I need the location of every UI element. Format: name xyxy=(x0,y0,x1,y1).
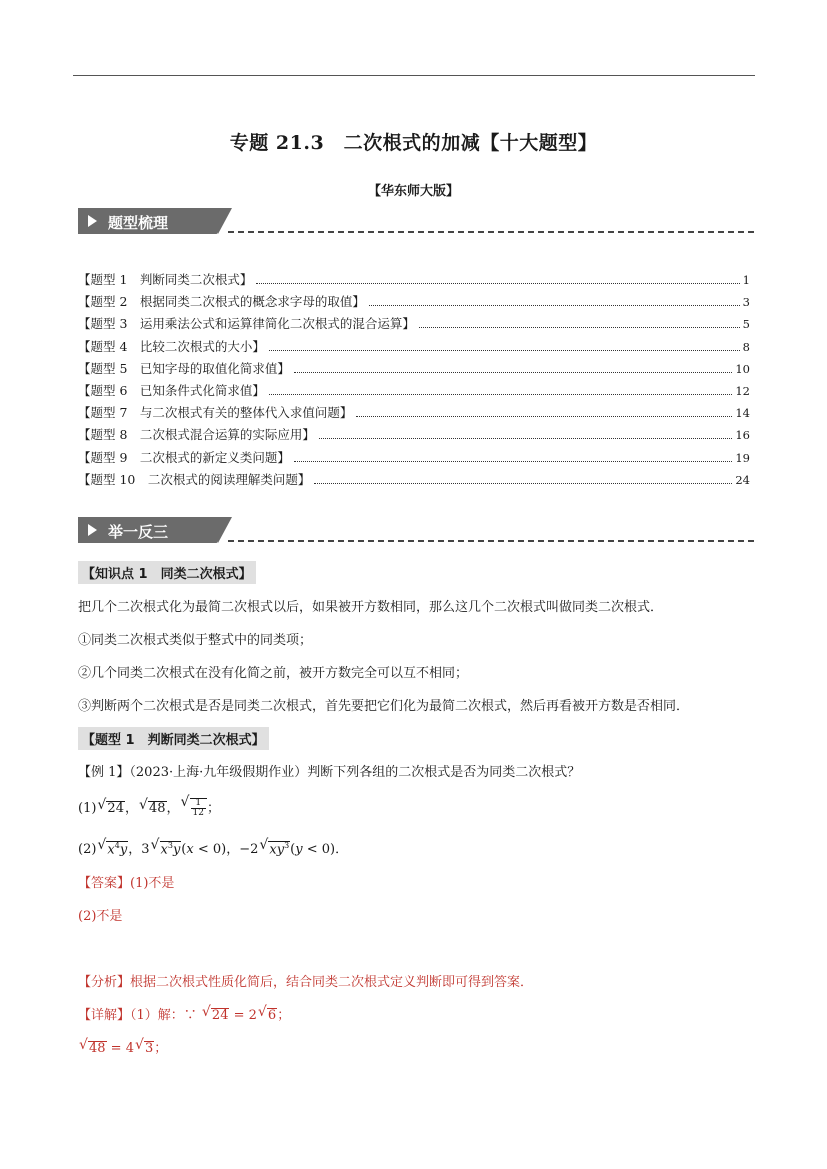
toc-page-number: 1 xyxy=(742,273,750,287)
toc-leader-dots xyxy=(294,372,732,373)
toc-row[interactable] xyxy=(78,314,750,336)
play-arrow-icon xyxy=(88,524,97,536)
toc-row[interactable] xyxy=(78,337,750,359)
point-2: ②几个同类二次根式在没有化简之前，被开方数完全可以互不相同； xyxy=(78,666,469,681)
point-1: ①同类二次根式类似于整式中的同类项； xyxy=(78,633,313,648)
toc-row[interactable] xyxy=(78,448,750,470)
toc-page-number: 12 xyxy=(735,383,750,398)
toc-page-number: 8 xyxy=(742,339,750,354)
toc-page-number: 19 xyxy=(735,450,750,465)
detail-equation-2: √ 48 = 4√ 3； xyxy=(78,1037,167,1056)
toc-leader-dots xyxy=(294,461,732,462)
table-of-contents xyxy=(78,270,750,492)
toc-page-number: 5 xyxy=(742,317,750,332)
toc-leader-dots xyxy=(314,483,732,484)
example-prompt: 【例 1】（2023·上海·九年级假期作业）判断下列各组的二次根式是否为同类二次根式？ xyxy=(78,765,581,780)
question-1: (1)√ 24，√ 48， √ $\frac{1}{12}$ ； xyxy=(78,797,220,818)
question-2-prefix: (2) xyxy=(78,842,97,857)
toc-leader-dots xyxy=(356,416,732,417)
banner-dash-line xyxy=(228,540,754,542)
question-2: (2)√ $x^4y$，3√ $x^3y(x < 0)$，−2√ $xy^3(y < 0)$． xyxy=(78,838,348,857)
practice-banner xyxy=(78,517,754,547)
detail-prefix: （1）解：∵ xyxy=(130,1008,201,1023)
detail-equation-1: √ 24 = 2√ 6； xyxy=(201,1008,290,1023)
play-arrow-icon xyxy=(88,215,97,227)
toc-label: 【题型 3 运用乘法公式和运算律简化二次根式的混合运算】 xyxy=(78,316,415,332)
knowledge-point-tag: 【知识点 1 同类二次根式】 xyxy=(78,561,256,584)
toc-label: 【题型 9 二次根式的新定义类问题】 xyxy=(78,449,290,465)
toc-leader-dots xyxy=(256,283,739,284)
analysis-line xyxy=(78,971,533,990)
point-3: ③判断两个二次根式是否是同类二次根式，首先要把它们化为最简二次根式，然后再看被开方数是否相同． xyxy=(78,699,690,714)
toc-leader-dots xyxy=(419,327,740,328)
toc-leader-dots xyxy=(269,394,732,395)
toc-page-number: 16 xyxy=(735,428,750,443)
toc-label: 【题型 5 已知字母的取值化简求值】 xyxy=(78,360,290,376)
header-rule xyxy=(73,75,755,76)
question-1-prefix: (1) xyxy=(78,801,97,816)
toc-row[interactable] xyxy=(78,381,750,403)
toc-row[interactable] xyxy=(78,359,750,381)
toc-label: 【题型 7 与二次根式有关的整体代入求值问题】 xyxy=(78,405,353,421)
detail-label: 【详解】 xyxy=(78,1008,131,1023)
toc-leader-dots xyxy=(269,350,740,351)
banner-label: 举一反三 xyxy=(108,523,169,541)
answer-1: (1)不是 xyxy=(130,876,175,891)
toc-row[interactable] xyxy=(78,425,750,447)
detail-line xyxy=(78,1004,290,1023)
toc-page-number: 10 xyxy=(735,361,750,376)
toc-label: 【题型 2 根据同类二次根式的概念求字母的取值】 xyxy=(78,294,365,310)
answer-line-1 xyxy=(78,872,174,891)
answer-label: 【答案】 xyxy=(78,876,131,891)
toc-page-number: 24 xyxy=(735,472,750,487)
toc-page-number: 3 xyxy=(742,295,750,310)
toc-row[interactable] xyxy=(78,470,750,492)
analysis-text: 根据二次根式性质化简后，结合同类二次根式定义判断即可得到答案． xyxy=(130,975,534,990)
edition-label: 【华东师大版】 xyxy=(367,184,459,199)
page-title: 专题 21.3 二次根式的加减【十大题型】 xyxy=(229,132,598,154)
toc-leader-dots xyxy=(369,305,740,306)
banner-dash-line xyxy=(228,231,754,233)
toc-row[interactable] xyxy=(78,292,750,314)
toc-label: 【题型 6 已知条件式化简求值】 xyxy=(78,382,265,398)
analysis-label: 【分析】 xyxy=(78,975,131,990)
question-type-tag: 【题型 1 判断同类二次根式】 xyxy=(78,727,269,750)
toc-page-number: 14 xyxy=(735,406,750,421)
banner-label: 题型梳理 xyxy=(108,214,169,232)
toc-banner xyxy=(78,208,754,238)
toc-label: 【题型 1 判断同类二次根式】 xyxy=(78,272,253,287)
answer-2: (2)不是 xyxy=(78,909,123,924)
definition-text: 把几个二次根式化为最简二次根式以后，如果被开方数相同，那么这几个二次根式叫做同类二次根式． xyxy=(78,600,664,615)
toc-row[interactable] xyxy=(78,403,750,425)
toc-label: 【题型 4 比较二次根式的大小】 xyxy=(78,338,265,354)
toc-label: 【题型 8 二次根式混合运算的实际应用】 xyxy=(78,427,315,443)
toc-label: 【题型 10 二次根式的阅读理解类问题】 xyxy=(78,471,311,487)
toc-row[interactable] xyxy=(78,270,750,292)
toc-leader-dots xyxy=(319,438,732,439)
